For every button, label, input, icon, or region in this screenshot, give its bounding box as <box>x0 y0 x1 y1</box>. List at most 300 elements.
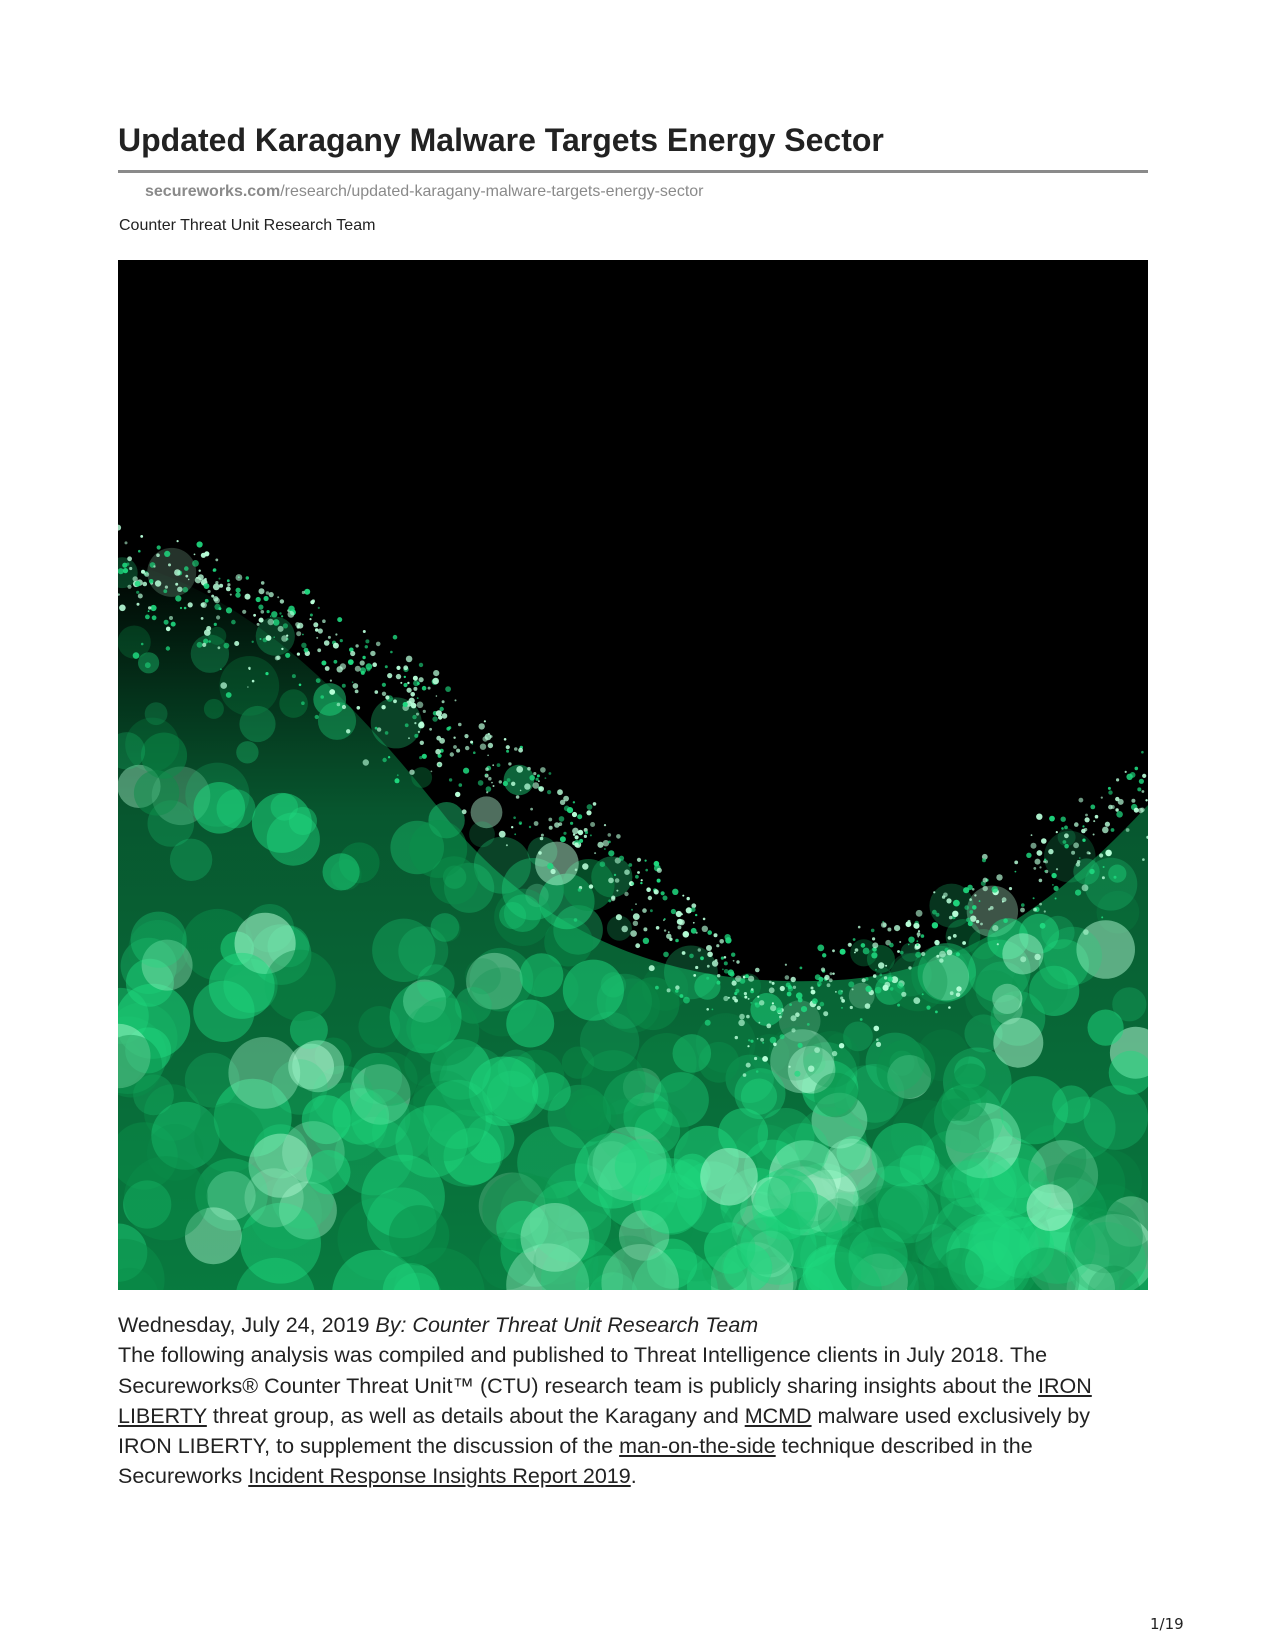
sparkle-particle <box>235 592 240 597</box>
sparkle-particle <box>493 785 495 787</box>
sparkle-particle <box>744 996 747 999</box>
ir-insights-report-link[interactable]: Incident Response Insights Report 2019 <box>248 1464 631 1489</box>
sparkle-particle <box>687 897 690 900</box>
sparkle-particle <box>259 618 264 623</box>
sparkle-particle <box>310 600 314 604</box>
sparkle-particle <box>1039 903 1042 906</box>
sparkle-particle <box>1093 820 1095 822</box>
sparkle-particle <box>439 738 445 744</box>
sparkle-particle <box>152 615 157 620</box>
bokeh-particle <box>1088 1010 1124 1046</box>
sparkle-particle <box>616 890 618 892</box>
sparkle-particle <box>663 896 668 901</box>
sparkle-particle <box>865 986 871 992</box>
sparkle-particle <box>1114 876 1117 879</box>
sparkle-particle <box>608 878 614 884</box>
sparkle-particle <box>540 837 544 841</box>
sparkle-particle <box>140 535 143 538</box>
sparkle-particle <box>650 909 653 912</box>
sparkle-particle <box>751 988 754 991</box>
sparkle-particle <box>705 1020 711 1026</box>
sparkle-particle <box>136 591 139 594</box>
intro-text-1: The following analysis was compiled and published to Threat Intelligence clients in July 2018. The Secureworks® Counter Threat Unit™ (CTU) research team is publicly sharing insights about the <box>118 1343 1048 1398</box>
sparkle-particle <box>969 910 973 914</box>
sparkle-particle <box>1135 808 1138 811</box>
sparkle-particle <box>214 623 217 626</box>
sparkle-particle <box>900 951 904 955</box>
sparkle-particle <box>485 767 489 771</box>
sparkle-particle <box>1115 808 1118 811</box>
sparkle-particle <box>206 626 211 631</box>
sparkle-particle <box>885 965 887 967</box>
sparkle-particle <box>575 835 579 839</box>
sparkle-particle <box>615 878 620 883</box>
sparkle-particle <box>122 563 127 568</box>
sparkle-particle <box>445 686 451 692</box>
sparkle-particle <box>633 921 638 926</box>
sparkle-particle <box>1116 778 1119 781</box>
sparkle-particle <box>245 594 251 600</box>
sparkle-particle <box>407 682 409 684</box>
sparkle-particle <box>645 869 648 872</box>
sparkle-particle <box>888 977 893 982</box>
sparkle-particle <box>145 662 151 668</box>
sparkle-particle <box>823 1011 828 1016</box>
sparkle-particle <box>188 579 190 581</box>
bokeh-particle <box>1000 1076 1068 1144</box>
sparkle-particle <box>334 660 338 664</box>
bokeh-particle <box>1027 1184 1074 1231</box>
sparkle-particle <box>899 941 901 943</box>
sparkle-particle <box>1021 903 1025 907</box>
sparkle-particle <box>675 939 679 943</box>
sparkle-particle <box>755 1002 758 1005</box>
sparkle-particle <box>261 581 265 585</box>
sparkle-particle <box>1020 908 1025 913</box>
sparkle-particle <box>453 737 455 739</box>
sparkle-particle <box>488 777 492 781</box>
sparkle-particle <box>315 715 319 719</box>
sparkle-particle <box>594 852 596 854</box>
sparkle-particle <box>770 1037 777 1044</box>
sparkle-particle <box>872 942 878 948</box>
sparkle-particle <box>747 1045 749 1047</box>
sparkle-particle <box>420 741 424 745</box>
sparkle-particle <box>633 913 640 920</box>
sparkle-particle <box>184 566 189 571</box>
sparkle-particle <box>269 592 274 597</box>
sparkle-particle <box>554 822 560 828</box>
sparkle-particle <box>861 943 866 948</box>
sparkle-particle <box>707 952 713 958</box>
intro-text-4: technique described in the Secureworks <box>118 1434 1033 1489</box>
sparkle-particle <box>310 614 313 617</box>
sparkle-particle <box>916 940 918 942</box>
sparkle-particle <box>219 578 221 580</box>
sparkle-particle <box>422 754 427 759</box>
sparkle-particle <box>992 886 999 893</box>
sparkle-particle <box>962 941 966 945</box>
sparkle-particle <box>735 1036 738 1039</box>
sparkle-particle <box>204 578 207 581</box>
sparkle-particle <box>760 1038 764 1042</box>
sparkle-particle <box>621 926 628 933</box>
bokeh-particle <box>409 820 467 878</box>
sparkle-particle <box>1115 797 1119 801</box>
sparkle-particle <box>202 643 206 647</box>
sparkle-particle <box>357 706 361 710</box>
sparkle-particle <box>972 905 977 910</box>
sparkle-particle <box>637 871 640 874</box>
sparkle-particle <box>587 804 593 810</box>
sparkle-particle <box>549 826 553 830</box>
sparkle-particle <box>671 909 676 914</box>
sparkle-particle <box>175 583 178 586</box>
intro-text-3: malware used exclusively by IRON LIBERTY, to supplement the discussion of the <box>118 1403 1090 1459</box>
sparkle-particle <box>703 918 706 921</box>
sparkle-particle <box>646 887 651 892</box>
sparkle-particle <box>226 607 232 613</box>
hero-image <box>118 260 1148 1290</box>
sparkle-particle <box>148 610 150 612</box>
sparkle-particle <box>215 559 218 562</box>
sparkle-particle <box>759 1022 761 1024</box>
bokeh-particle <box>877 1040 936 1099</box>
article-intro-paragraph <box>118 1340 1148 1491</box>
sparkle-particle <box>848 981 854 987</box>
sparkle-particle <box>135 581 141 587</box>
sparkle-particle <box>693 974 696 977</box>
sparkle-particle <box>1093 834 1095 836</box>
sparkle-particle <box>635 943 640 948</box>
sparkle-particle <box>860 1018 863 1021</box>
sparkle-particle <box>830 972 833 975</box>
sparkle-particle <box>897 983 903 989</box>
sparkle-particle <box>728 969 734 975</box>
sparkle-particle <box>280 599 284 603</box>
bokeh-particle <box>878 1183 939 1244</box>
sparkle-particle <box>318 607 320 609</box>
sparkle-particle <box>507 778 511 782</box>
sparkle-particle <box>748 1039 750 1041</box>
sparkle-particle <box>304 648 309 653</box>
sparkle-particle <box>316 678 321 683</box>
sparkle-particle <box>1037 850 1043 856</box>
sparkle-particle <box>355 666 361 672</box>
sparkle-particle <box>484 720 486 722</box>
bokeh-particle <box>520 953 564 997</box>
source-url-domain: secureworks.com <box>145 183 281 200</box>
sparkle-particle <box>769 981 772 984</box>
sparkle-particle <box>807 1023 810 1026</box>
sparkle-particle <box>968 921 973 926</box>
sparkle-particle <box>577 814 582 819</box>
green-particle-wave-illustration <box>118 260 1148 1290</box>
sparkle-particle <box>1116 811 1123 818</box>
sparkle-particle <box>431 771 433 773</box>
sparkle-particle <box>271 611 277 617</box>
sparkle-particle <box>889 943 894 948</box>
mcmd-link[interactable]: MCMD <box>744 1403 812 1428</box>
sparkle-particle <box>863 948 870 955</box>
sparkle-particle <box>1044 859 1046 861</box>
sparkle-particle <box>414 722 416 724</box>
sparkle-particle <box>624 869 630 875</box>
sparkle-particle <box>548 818 552 822</box>
sparkle-particle <box>304 589 310 595</box>
sparkle-particle <box>582 863 588 869</box>
sparkle-particle <box>145 615 150 620</box>
sparkle-particle <box>492 764 494 766</box>
page-title: Updated Karagany Malware Targets Energy Sector <box>118 122 884 158</box>
sparkle-particle <box>559 816 565 822</box>
sparkle-particle <box>716 981 720 985</box>
sparkle-particle <box>325 666 330 671</box>
sparkle-particle <box>1056 831 1058 833</box>
sparkle-particle <box>908 966 911 969</box>
sparkle-particle <box>166 627 171 632</box>
sparkle-particle <box>838 990 843 995</box>
sparkle-particle <box>746 1063 751 1068</box>
sparkle-particle <box>321 661 326 666</box>
sparkle-particle <box>776 1007 782 1013</box>
sparkle-particle <box>657 879 661 883</box>
sparkle-particle <box>948 1006 951 1009</box>
bokeh-particle <box>563 960 624 1021</box>
sparkle-particle <box>1108 787 1111 790</box>
sparkle-particle <box>714 933 718 937</box>
sparkle-particle <box>939 958 943 962</box>
sparkle-particle <box>872 937 875 940</box>
sparkle-particle <box>504 738 507 741</box>
sparkle-particle <box>375 727 378 730</box>
sparkle-particle <box>388 756 390 758</box>
sparkle-particle <box>534 821 539 826</box>
sparkle-particle <box>201 553 206 558</box>
sparkle-particle <box>350 651 355 656</box>
sparkle-particle <box>793 986 796 989</box>
sparkle-particle <box>574 918 578 922</box>
sparkle-particle <box>1020 956 1026 962</box>
sparkle-particle <box>725 937 731 943</box>
sparkle-particle <box>168 563 171 566</box>
bokeh-particle <box>803 1031 860 1088</box>
sparkle-particle <box>464 734 468 738</box>
sparkle-particle <box>529 826 531 828</box>
sparkle-particle <box>723 996 728 1001</box>
sparkle-particle <box>413 687 417 691</box>
sparkle-particle <box>589 884 593 888</box>
sparkle-particle <box>631 882 634 885</box>
sparkle-particle <box>236 588 241 593</box>
sparkle-particle <box>982 858 986 862</box>
sparkle-particle <box>1125 771 1127 773</box>
sparkle-particle <box>188 602 193 607</box>
sparkle-particle <box>432 716 437 721</box>
sparkle-particle <box>342 705 346 709</box>
sparkle-particle <box>412 715 416 719</box>
sparkle-particle <box>1071 851 1075 855</box>
sparkle-particle <box>939 951 946 958</box>
sparkle-particle <box>822 953 826 957</box>
sparkle-particle <box>676 911 682 917</box>
sparkle-particle <box>706 977 709 980</box>
sparkle-particle <box>637 858 641 862</box>
sparkle-particle <box>648 896 652 900</box>
sparkle-particle <box>506 745 510 749</box>
sparkle-particle <box>442 713 448 719</box>
sparkle-particle <box>545 777 547 779</box>
sparkle-particle <box>719 939 724 944</box>
iron-liberty-link[interactable]: IRON LIBERTY <box>118 1373 1092 1428</box>
sparkle-particle <box>363 630 366 633</box>
sparkle-particle <box>432 678 439 685</box>
sparkle-particle <box>499 780 502 783</box>
sparkle-particle <box>195 577 202 584</box>
sparkle-particle <box>465 746 469 750</box>
sparkle-particle <box>630 930 637 937</box>
sparkle-particle <box>841 1007 843 1009</box>
sparkle-particle <box>1054 886 1059 891</box>
sparkle-particle <box>738 1020 745 1027</box>
sparkle-particle <box>511 826 513 828</box>
article-dateline <box>118 1310 1148 1340</box>
sparkle-particle <box>1064 833 1069 838</box>
sparkle-particle <box>278 626 284 632</box>
sparkle-particle <box>731 953 735 957</box>
source-url[interactable] <box>145 182 704 202</box>
sparkle-particle <box>698 948 701 951</box>
sparkle-particle <box>779 1016 782 1019</box>
sparkle-particle <box>608 899 611 902</box>
sparkle-particle <box>839 1043 844 1048</box>
sparkle-particle <box>693 922 695 924</box>
sparkle-particle <box>404 676 406 678</box>
sparkle-particle <box>593 802 597 806</box>
sparkle-particle <box>273 619 280 626</box>
sparkle-particle <box>791 1028 795 1032</box>
sparkle-particle <box>1079 798 1084 803</box>
sparkle-particle <box>348 660 353 665</box>
sparkle-particle <box>762 1056 768 1062</box>
sparkle-particle <box>1111 805 1115 809</box>
sparkle-particle <box>352 681 354 683</box>
bokeh-particle <box>306 1150 350 1194</box>
sparkle-particle <box>1142 774 1146 778</box>
sparkle-particle <box>333 643 339 649</box>
sparkle-particle <box>520 790 522 792</box>
sparkle-particle <box>706 1008 709 1011</box>
bokeh-particle <box>389 1205 449 1265</box>
sparkle-particle <box>635 903 637 905</box>
sparkle-particle <box>667 988 671 992</box>
sparkle-particle <box>1063 840 1067 844</box>
sparkle-particle <box>916 910 923 917</box>
sparkle-particle <box>700 956 704 960</box>
sparkle-particle <box>385 695 389 699</box>
sparkle-particle <box>214 604 220 610</box>
sparkle-particle <box>366 663 373 670</box>
sparkle-particle <box>234 641 239 646</box>
sparkle-particle <box>766 1024 771 1029</box>
sparkle-particle <box>829 978 833 982</box>
sparkle-particle <box>564 806 570 812</box>
sparkle-particle <box>1061 827 1064 830</box>
sparkle-particle <box>1036 814 1042 820</box>
sparkle-particle <box>947 950 953 956</box>
sparkle-particle <box>603 840 609 846</box>
sparkle-particle <box>506 844 508 846</box>
sparkle-particle <box>979 900 981 902</box>
sparkle-particle <box>256 597 261 602</box>
sparkle-particle <box>530 808 533 811</box>
sparkle-particle <box>1064 844 1069 849</box>
sparkle-particle <box>335 633 337 635</box>
sparkle-particle <box>780 1034 785 1039</box>
sparkle-particle <box>259 588 265 594</box>
sparkle-particle <box>227 579 230 582</box>
sparkle-particle <box>533 772 536 775</box>
sparkle-particle <box>346 729 350 733</box>
sparkle-particle <box>514 833 516 835</box>
man-on-the-side-link[interactable]: man-on-the-side <box>619 1434 776 1459</box>
sparkle-particle <box>572 812 577 817</box>
sparkle-particle <box>876 1038 879 1041</box>
sparkle-particle <box>734 999 738 1003</box>
sparkle-particle <box>901 992 906 997</box>
sparkle-particle <box>213 569 215 571</box>
sparkle-particle <box>405 723 409 727</box>
sparkle-particle <box>337 703 341 707</box>
sparkle-particle <box>643 927 647 931</box>
sparkle-particle <box>744 992 747 995</box>
sparkle-particle <box>436 695 438 697</box>
sparkle-particle <box>382 758 386 762</box>
intro-text-5: . <box>630 1464 637 1489</box>
sparkle-particle <box>518 748 523 753</box>
sparkle-particle <box>1074 822 1079 827</box>
sparkle-particle <box>949 916 953 920</box>
sparkle-particle <box>540 767 546 773</box>
sparkle-particle <box>138 594 143 599</box>
sparkle-particle <box>934 940 939 945</box>
sparkle-particle <box>795 1012 800 1017</box>
sparkle-particle <box>914 945 919 950</box>
bokeh-particle <box>309 1083 387 1161</box>
sparkle-particle <box>679 919 685 925</box>
sparkle-particle <box>789 1003 792 1006</box>
sparkle-particle <box>677 925 681 929</box>
sparkle-particle <box>285 653 290 658</box>
sparkle-particle <box>800 967 803 970</box>
sparkle-particle <box>419 722 424 727</box>
sparkle-particle <box>1034 954 1040 960</box>
sparkle-particle <box>750 1040 753 1043</box>
sparkle-particle <box>409 698 415 704</box>
sparkle-particle <box>689 954 694 959</box>
sparkle-particle <box>127 556 132 561</box>
sparkle-particle <box>453 745 457 749</box>
sparkle-particle <box>257 623 260 626</box>
sparkle-particle <box>410 692 415 697</box>
sparkle-particle <box>997 943 999 945</box>
sparkle-particle <box>208 590 211 593</box>
sparkle-particle <box>980 923 983 926</box>
sparkle-particle <box>214 598 220 604</box>
sparkle-particle <box>897 950 900 953</box>
bokeh-particle <box>395 1105 467 1177</box>
sparkle-particle <box>1141 751 1144 754</box>
